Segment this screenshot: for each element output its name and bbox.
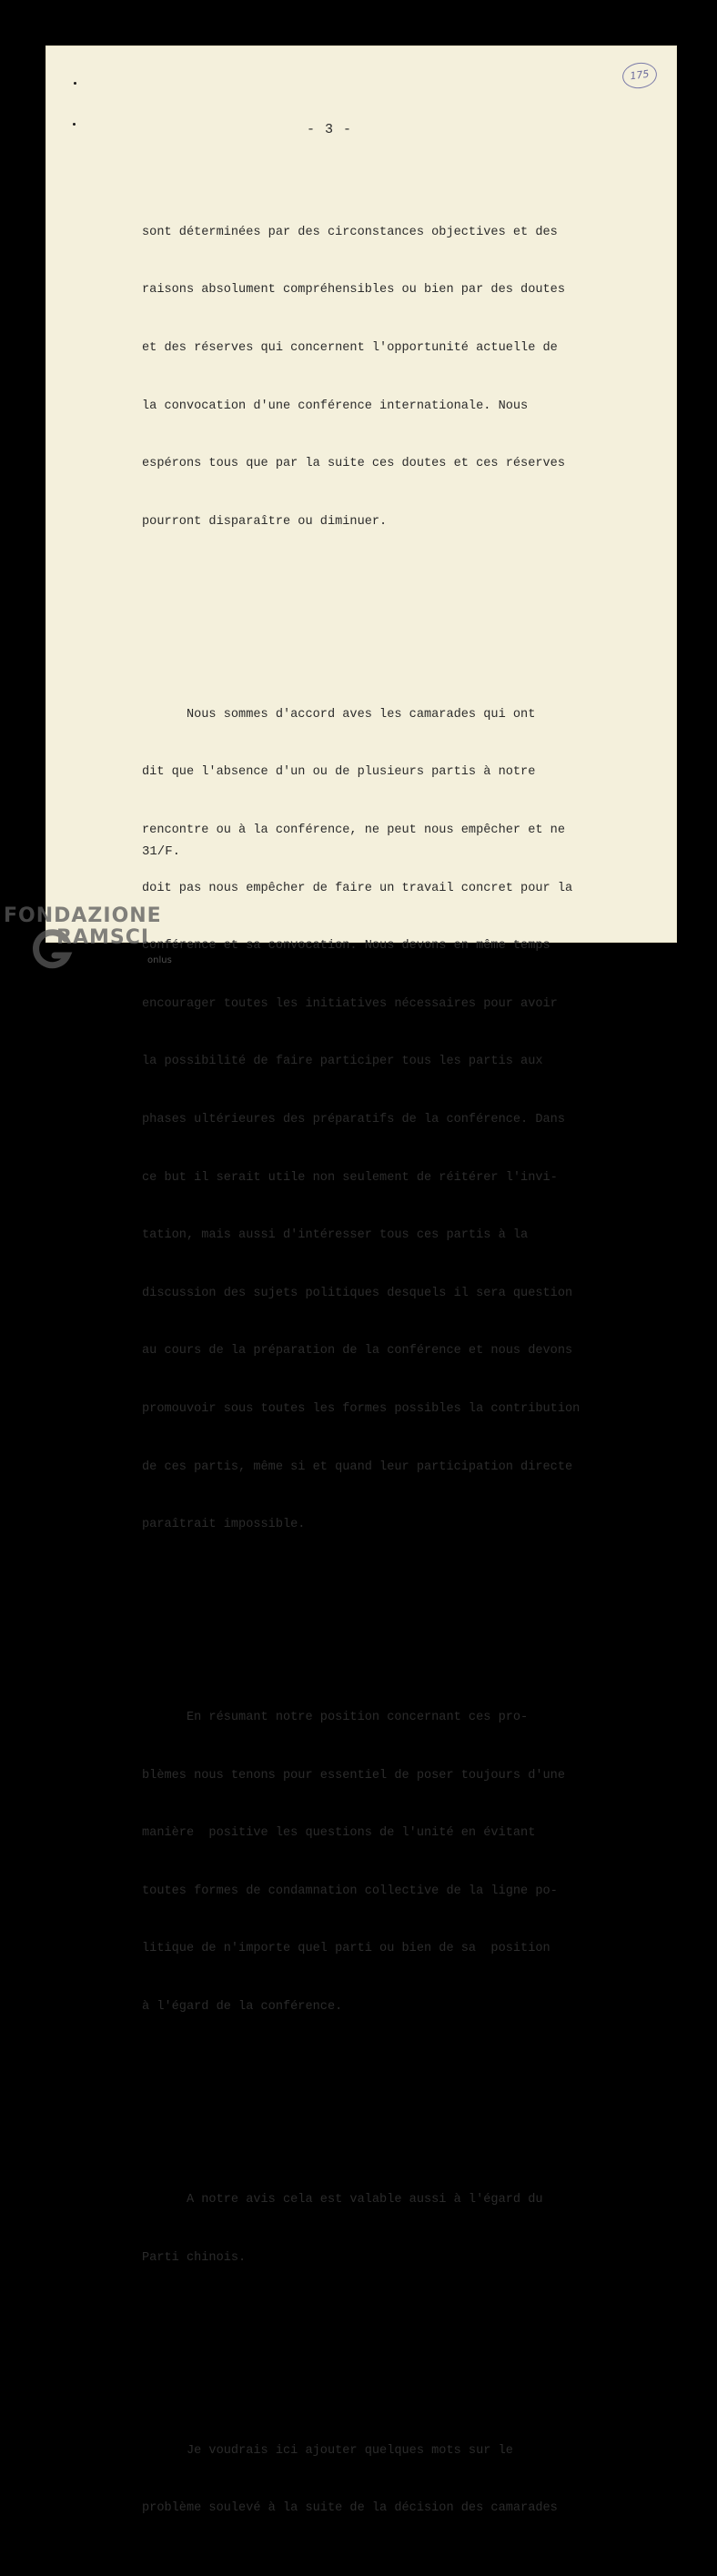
document-body bbox=[142, 146, 606, 2576]
watermark-suffix: onlus bbox=[147, 955, 172, 965]
text-line: phases ultérieures des préparatifs de la conférence. Dans bbox=[142, 1112, 565, 1126]
text-line: au cours de la préparation de la conférence et nous devons bbox=[142, 1344, 573, 1359]
paragraph bbox=[142, 2402, 606, 2557]
margin-mark bbox=[73, 123, 76, 126]
text-line: conférence et sa convocation. Nous devons en même temps bbox=[142, 939, 550, 954]
paragraph bbox=[142, 2152, 606, 2307]
page-stamp: 175 bbox=[621, 60, 659, 90]
text-line: En résumant notre position concernant ces pro- bbox=[142, 1711, 529, 1725]
text-line: encourager toutes les initiatives nécessaires pour avoir bbox=[142, 996, 558, 1011]
paragraph bbox=[142, 184, 606, 570]
text-line: paraîtrait impossible. bbox=[142, 1518, 306, 1532]
text-line: la possibilité de faire participer tous les partis aux bbox=[142, 1055, 543, 1069]
text-line: de ces partis, même si et quand leur participation directe bbox=[142, 1460, 573, 1474]
text-line: blèmes nous tenons pour essentiel de poser toujours d'une bbox=[142, 1768, 565, 1783]
text-line: Parti chinois. bbox=[142, 2250, 247, 2265]
text-line: discussion des sujets politiques desquels il sera question bbox=[142, 1286, 573, 1300]
text-line: Nous sommes d'accord aves les camarades qui ont bbox=[142, 707, 536, 722]
text-line: problème soulevé à la suite de la décision des camarades bbox=[142, 2501, 558, 2516]
paragraph bbox=[142, 1670, 606, 2056]
text-line: pourront disparaître ou diminuer. bbox=[142, 514, 388, 529]
watermark-logo bbox=[4, 904, 172, 965]
text-line: raisons absolument compréhensibles ou bien par des doutes bbox=[142, 283, 565, 298]
text-line: toutes formes de condamnation collective de la ligne po- bbox=[142, 1884, 558, 1898]
text-line: ce but il serait utile non seulement de réitérer l'invi- bbox=[142, 1170, 558, 1185]
text-line: sont déterminées par des circonstances objectives et des bbox=[142, 225, 558, 239]
text-line: doit pas nous empêcher de faire un travail concret pour la bbox=[142, 881, 573, 895]
page-number: - 3 - bbox=[307, 122, 353, 137]
watermark-line2: RAMSCI bbox=[56, 926, 150, 949]
text-line: espérons tous que par la suite ces doutes et ces réserves bbox=[142, 457, 565, 471]
text-line: Je voudrais ici ajouter quelques mots sur le bbox=[142, 2443, 513, 2458]
text-line: promouvoir sous toutes les formes possibles la contribution bbox=[142, 1401, 581, 1416]
margin-mark bbox=[74, 82, 76, 85]
paragraph bbox=[142, 666, 606, 1572]
text-line: manière positive les questions de l'unité en évitant bbox=[142, 1826, 536, 1841]
footer-reference: 31/F. bbox=[142, 844, 181, 859]
text-line: rencontre ou à la conférence, ne peut nous empêcher et ne bbox=[142, 823, 565, 837]
watermark-line1: FONDAZIONE bbox=[4, 904, 162, 927]
text-line: A notre avis cela est valable aussi à l'égard du bbox=[142, 2193, 543, 2207]
text-line: dit que l'absence d'un ou de plusieurs partis à notre bbox=[142, 765, 536, 780]
text-line: la convocation d'une conférence internationale. Nous bbox=[142, 399, 529, 413]
text-line: litique de n'importe quel parti ou bien de sa position bbox=[142, 1942, 550, 1956]
text-line: et des réserves qui concernent l'opportunité actuelle de bbox=[142, 341, 558, 355]
text-line: tation, mais aussi d'intéresser tous ces partis à la bbox=[142, 1228, 529, 1243]
text-line: à l'égard de la conférence. bbox=[142, 2000, 343, 2015]
